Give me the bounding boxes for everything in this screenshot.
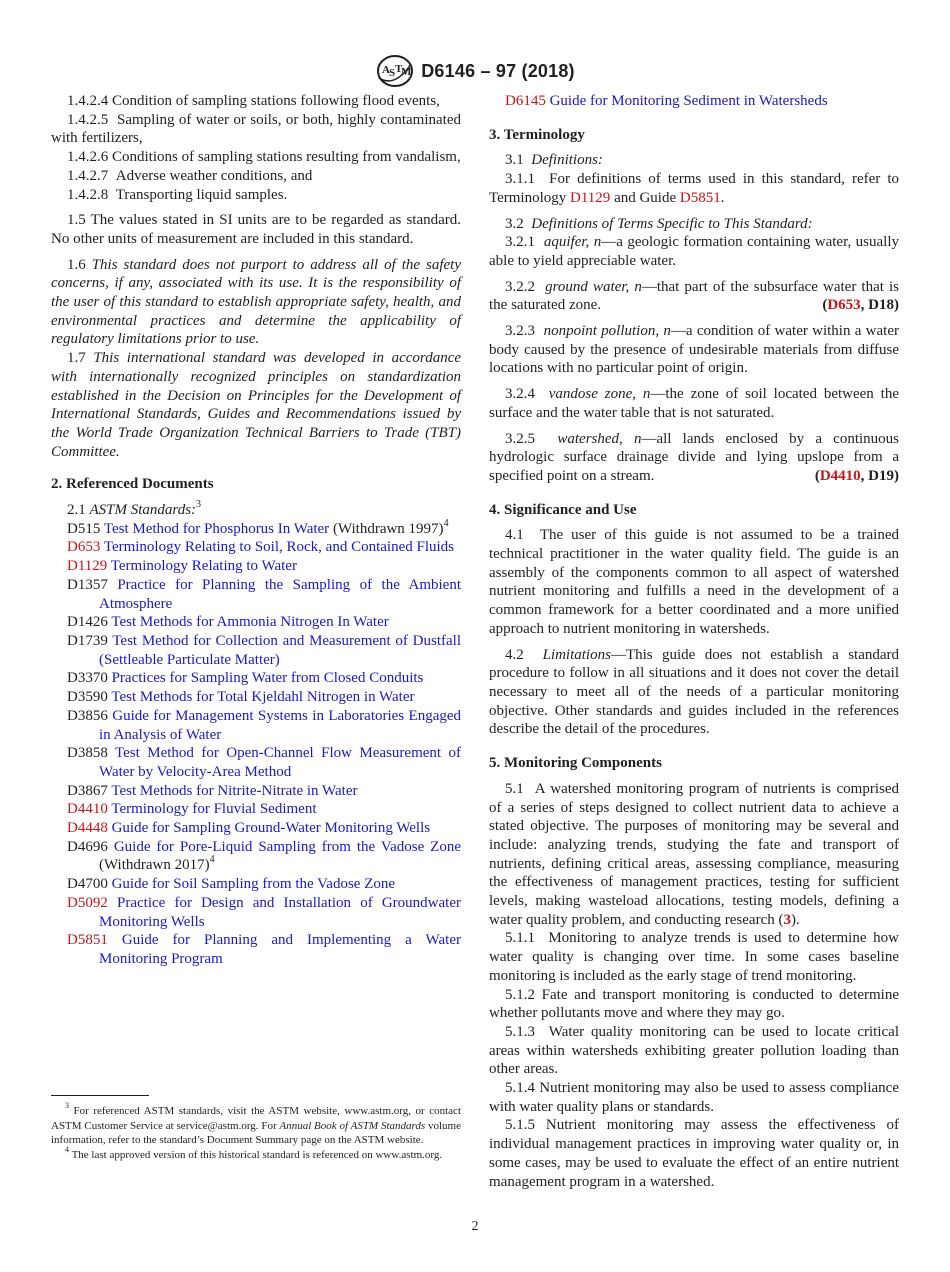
reference-title-link[interactable]: Terminology for Fluvial Sediment [111, 801, 317, 818]
clause-5-1-2: 5.1.2 Fate and transport monitoring is conducted to determine whether pollutants move and where they may go. [489, 986, 899, 1022]
clause-3-1: 3.1 Definitions: [505, 152, 603, 169]
reference-title-link[interactable]: Practice for Planning the Sampling of the Ambient Atmosphere [99, 576, 461, 612]
page-header [0, 54, 950, 88]
document-title: D6146 – 97 (2018) [421, 60, 575, 81]
reference-code: D515 [67, 520, 101, 537]
reference-code: D1739 [67, 632, 108, 649]
reference-code: D4700 [67, 876, 108, 893]
reference-item [51, 894, 461, 931]
reference-title-link[interactable]: Terminology Relating to Water [110, 558, 297, 575]
right-column [489, 92, 899, 1191]
reference-title-link[interactable]: Guide for Sampling Ground-Water Monitoring Wells [111, 820, 431, 837]
svg-text:S: S [389, 67, 396, 79]
svg-text:A: A [382, 64, 391, 76]
clause-1-4-2-5: 1.4.2.5 Sampling of water or soils, or both, highly contaminated with fertilizers, [51, 111, 461, 147]
link-d5851[interactable]: D5851 [679, 189, 721, 206]
reference-title-link[interactable]: Test Method for Collection and Measurement of Dustfall (Settleable Particulate Matter) [99, 632, 461, 668]
page-number: 2 [471, 1219, 479, 1234]
reference-list-continued [489, 92, 899, 111]
reference-code: D1357 [67, 576, 108, 593]
section-heading-significance-and-use: 4. Significance and Use [489, 501, 637, 518]
reference-item [51, 576, 461, 613]
clause-1-4-2-8: 1.4.2.8 Transporting liquid samples. [67, 186, 288, 203]
definition-aquifer: 3.2.1 aquifer, n—a geologic formation containing water, usually able to yield appreciable water. [489, 234, 899, 269]
reference-code: D3856 [67, 707, 108, 724]
reference-status: (Withdrawn 1997) [329, 520, 444, 537]
reference-title-link[interactable]: Practices for Sampling Water from Closed Conduits [111, 670, 424, 687]
clause-1-4-2-6: 1.4.2.6 Conditions of sampling stations resulting from vandalism, [67, 149, 461, 166]
reference-title-link[interactable]: Test Method for Open-Channel Flow Measurement of Water by Velocity-Area Method [99, 745, 461, 780]
reference-item [51, 782, 461, 801]
reference-title-link[interactable]: Test Methods for Nitrite-Nitrate in Water [111, 782, 358, 799]
section-heading-referenced-documents: 2. Referenced Documents [51, 476, 214, 493]
definition-watershed: 3.2.5 watershed, n—all lands enclosed by a continuous hydrologic surface drainage divide and lying upslope from a specified point on a stream. (D4410, D19) [489, 430, 900, 484]
reference-title-link[interactable]: Guide for Monitoring Sediment in Watersheds [549, 93, 828, 109]
reference-item [51, 931, 461, 968]
reference-item [51, 688, 461, 707]
clause-5-1-1: 5.1.1 Monitoring to analyze trends is used to determine how water quality is changing over time. In some cases baseline monitoring is included as the early stage of trend monitoring. [489, 930, 899, 984]
astm-logo-icon [375, 54, 415, 88]
clause-2-1: 2.1 ASTM Standards:$^3$ [67, 499, 202, 519]
footnote-marker: 4 [443, 517, 449, 529]
reference-item [51, 838, 461, 875]
reference-title-link[interactable]: Test Methods for Ammonia Nitrogen In Water [111, 614, 389, 631]
clause-4-1: 4.1 The user of this guide is not assumed to be a trained technical practitioner in the water quality field. The guide is an assembly of the components common to all aspect of watershed nutrient monitoring and fulfills a need in the development of a common framework for a better coordinated and a more unified approach to nutrient monitoring in watersheds. [489, 527, 899, 637]
footnotes [51, 1101, 461, 1162]
left-column [51, 92, 461, 969]
reference-item [51, 669, 461, 688]
reference-code[interactable]: D5092 [67, 894, 108, 911]
footnote-divider [51, 1095, 149, 1096]
link-d1129[interactable]: D1129 [570, 189, 611, 206]
clause-1-5: 1.5 The values stated in SI units are to be regarded as standard. No other units of measurement are included in this standard. [51, 212, 462, 247]
reference-code[interactable]: D4448 [67, 820, 108, 837]
clause-1-7: 1.7 This international standard was developed in accordance with internationally recognized principles on standardization established in the Decision on Principles for the Development of International Standards, Guides and Recommendations issued by the World Trade Organization Technical Barriers to Trade (TBT) Committee. [51, 350, 462, 460]
section-heading-monitoring-components: 5. Monitoring Components [489, 755, 662, 772]
reference-item [51, 517, 461, 539]
reference-item [489, 92, 899, 111]
reference-code: D3867 [67, 782, 108, 799]
reference-item [51, 875, 461, 894]
clause-5-1-5: 5.1.5 Nutrient monitoring may assess the effectiveness of individual management practices in improving water quality or, in some cases, may be used to evaluate the effect of an entire nutrient management program in a watershed. [489, 1117, 899, 1190]
reference-item [51, 557, 461, 576]
reference-code[interactable]: D5851 [67, 932, 108, 949]
reference-title-link[interactable]: Guide for Planning and Implementing a Water Monitoring Program [99, 932, 461, 967]
clause-5-1: 5.1 A watershed monitoring program of nutrients is comprised of a series of steps designed to collect nutrient data to achieve a stated objective. The purposes of monitoring may be several and include: analyzing trends, studying the fate and transport of nutrients, defining critical areas, assessing compliance, measuring the effectiveness of management practices, testing for sufficient levels, making wasteload allocations, testing models, defining a water quality problem, and conducting research (3). [489, 780, 899, 928]
reference-code[interactable]: D4410 [67, 801, 108, 818]
footnote-3: $^3$ For referenced ASTM standards, visit the ASTM website, www.astm.org, or contact ASTM Customer Service at service@astm.org. For Annual Book of ASTM Standards volume information, refer to the standard’s Document Summary page on the ASTM website. [51, 1101, 461, 1146]
svg-text:M: M [401, 66, 412, 78]
reference-item [51, 613, 461, 632]
reference-item [51, 744, 461, 781]
reference-title-link[interactable]: Terminology Relating to Soil, Rock, and Contained Fluids [103, 539, 455, 556]
link-d4410[interactable]: D4410 [819, 467, 861, 484]
reference-code[interactable]: D1129 [67, 558, 108, 575]
reference-code: D3370 [67, 670, 108, 687]
link-d653[interactable]: D653 [827, 297, 861, 314]
definition-ground-water: 3.2.2 ground water, n—that part of the subsurface water that is the saturated zone. (D653, D18) [489, 278, 899, 314]
clause-5-1-4: 5.1.4 Nutrient monitoring may also be used to assess compliance with water quality plans or standards. [489, 1080, 899, 1115]
clause-1-4-2-7: 1.4.2.7 Adverse weather conditions, and [67, 167, 313, 184]
reference-code[interactable]: D653 [67, 539, 101, 556]
clause-1-4-2-4: 1.4.2.4 Condition of sampling stations following flood events, [67, 93, 440, 109]
reference-code: D3858 [67, 745, 108, 762]
definition-vandose-zone: 3.2.4 vandose zone, n—the zone of soil located between the surface and the water table that is not saturated. [489, 386, 899, 421]
reference-title-link[interactable]: Test Methods for Total Kjeldahl Nitrogen in Water [111, 689, 415, 706]
reference-code[interactable]: D6145 [505, 93, 546, 109]
clause-4-2: 4.2 Limitations—This guide does not establish a standard procedure to follow in all situations and it does not cover the detail necessary to meet all of the needs of a particular monitoring objective. Other standards and guides included in the references describe the detail of the procedures. [489, 646, 900, 738]
section-heading-terminology: 3. Terminology [489, 126, 585, 143]
source-tag: (D4410, D19) [814, 467, 899, 484]
clause-5-1-3: 5.1.3 Water quality monitoring can be used to locate critical areas within watersheds exhibiting greater pollution loading than other areas. [489, 1023, 900, 1078]
reference-title-link[interactable]: Guide for Soil Sampling from the Vadose Zone [111, 876, 396, 893]
reference-list [51, 517, 462, 969]
definition-nonpoint-pollution: 3.2.3 nonpoint pollution, n—a condition of water within a water body caused by the presence of undesirable materials from diffuse locations with no particular point of origin. [489, 323, 899, 377]
footnote-4: $^4$ The last approved version of this historical standard is referenced on www.astm.org. [65, 1144, 443, 1161]
clause-3-2: 3.2 Definitions of Terms Specific to This Standard: [505, 215, 813, 232]
reference-item [51, 800, 461, 819]
reference-code: D1426 [67, 614, 108, 631]
reference-item [51, 707, 461, 744]
reference-item [51, 538, 461, 557]
clause-1-6: 1.6 This standard does not purport to address all of the safety concerns, if any, associated with its use. It is the responsibility of the user of this standard to establish appropriate safety, health, and environmental practices and determine the applicability of regulatory limitations prior to use. [51, 256, 462, 348]
reference-status: (Withdrawn 2017) [99, 857, 210, 874]
source-tag: (D653, D18) [822, 297, 899, 314]
reference-code: D3590 [67, 689, 108, 706]
reference-title-link[interactable]: Practice for Design and Installation of Groundwater Monitoring Wells [99, 894, 461, 930]
reference-title-link[interactable]: Guide for Pore-Liquid Sampling from the Vadose Zone [113, 838, 462, 855]
reference-code: D4696 [67, 838, 108, 855]
reference-item [51, 819, 461, 838]
footnote-marker: 4 [209, 854, 215, 866]
reference-title-link[interactable]: Test Method for Phosphorus In Water [103, 520, 330, 537]
reference-item [51, 632, 461, 669]
clause-3-1-1: 3.1.1 For definitions of terms used in this standard, refer to Terminology D1129 and Guide D5851. [489, 171, 900, 206]
link-ref-3[interactable]: 3 [783, 911, 791, 928]
reference-title-link[interactable]: Guide for Management Systems in Laboratories Engaged in Analysis of Water [99, 707, 462, 743]
svg-text:T: T [395, 63, 403, 75]
